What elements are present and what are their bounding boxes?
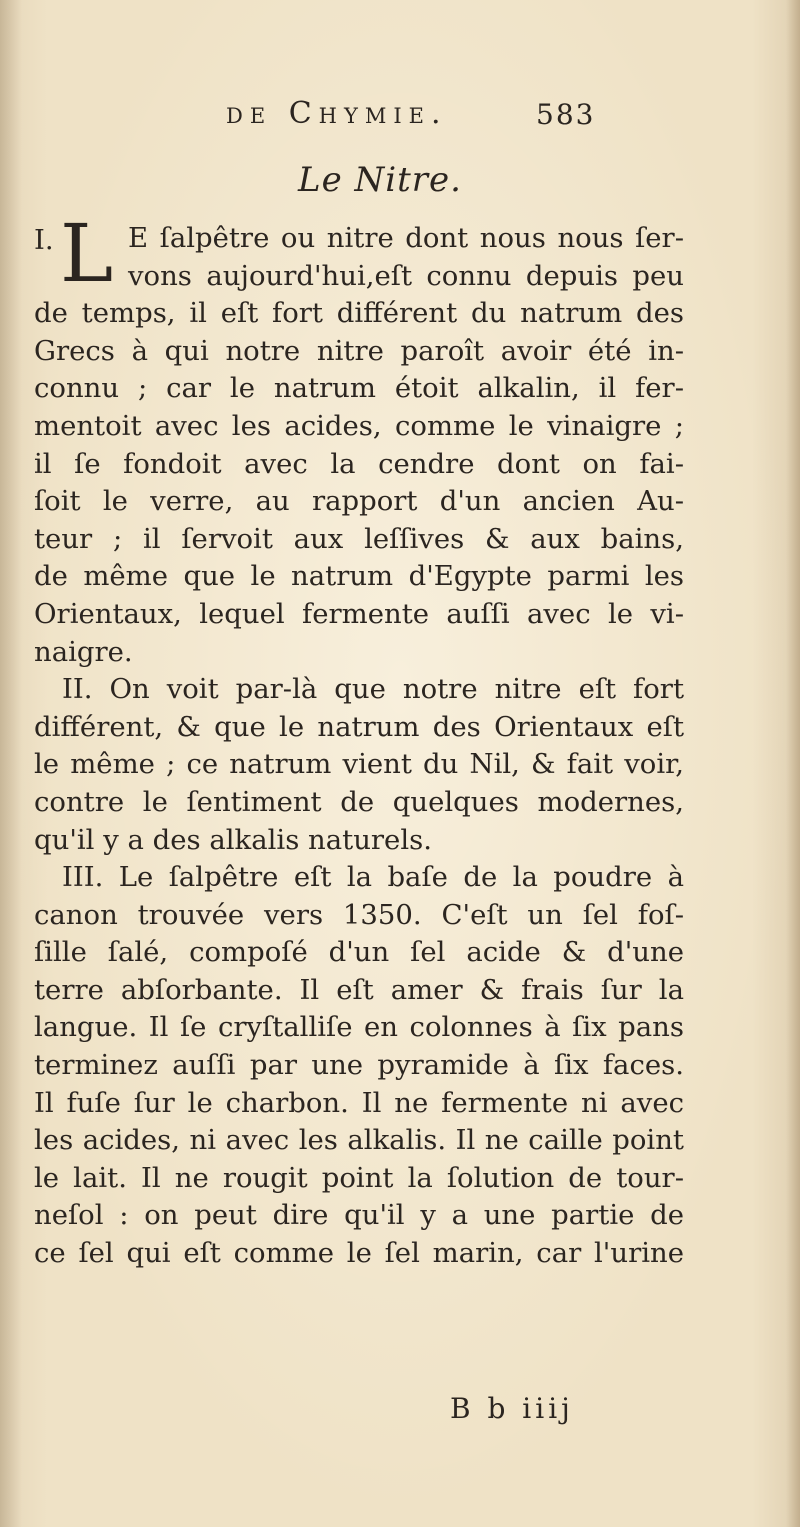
text-line: le lait. Il ne rougit point la ſolution de tour- <box>34 1161 684 1194</box>
text-line: Grecs à qui notre nitre paroît avoir été in- <box>34 334 684 367</box>
text-line: différent, & que le natrum des Orientaux eſt <box>34 710 684 743</box>
text-line: E ſalpêtre ou nitre dont nous nous ſer- <box>128 222 684 254</box>
text-line: terminez auſſi par une pyramide à ſix faces. <box>34 1049 684 1082</box>
paragraph-3 <box>34 859 684 1273</box>
text-line: ſoit le verre, au rapport d'un ancien Au- <box>34 485 684 518</box>
text-line: teur ; il ſervoit aux leſſives & aux bains, <box>34 522 684 555</box>
text-line: mentoit avec les acides, comme le vinaigre ; <box>34 409 684 442</box>
signature-mark: B b iiij <box>450 1392 574 1425</box>
running-head <box>0 96 800 136</box>
page-number: 583 <box>536 98 596 131</box>
paragraph-2 <box>34 671 684 859</box>
body-text <box>34 207 684 1273</box>
text-line: de même que le natrum d'Egypte parmi les <box>34 560 684 593</box>
drop-cap: L <box>60 207 114 300</box>
page-edge <box>786 0 800 1527</box>
drop-cap-block <box>34 207 130 300</box>
paragraph-1 <box>34 207 684 671</box>
text-line: canon trouvée vers 1350. C'eſt un ſel foſ- <box>34 898 684 931</box>
text-line: III. Le ſalpêtre eſt la baſe de la poudre à <box>62 861 684 894</box>
text-line: contre le ſentiment de quelques modernes, <box>34 785 684 818</box>
text-line: vons aujourd'hui,eſt connu depuis peu <box>128 259 684 292</box>
text-line: les acides, ni avec les alkalis. Il ne caille point <box>34 1124 684 1157</box>
paragraph-number: I. <box>34 224 54 256</box>
running-head-title: de Chymie. <box>226 96 448 131</box>
text-line: Il fuſe ſur le charbon. Il ne fermente ni avec <box>34 1086 684 1119</box>
text-line: langue. Il ſe cryſtalliſe en colonnes à ſix pans <box>34 1011 684 1044</box>
section-title-text: Le Nitre. <box>298 160 462 200</box>
text-line: il ſe fondoit avec la cendre dont on fai- <box>34 447 684 480</box>
text-line: terre abſorbante. Il eſt amer & frais ſur la <box>34 973 684 1006</box>
text-line: qu'il y a des alkalis naturels. <box>34 823 432 856</box>
text-line: Orientaux, lequel fermente auſſi avec le vi- <box>34 597 684 630</box>
text-line: neſol : on peut dire qu'il y a une partie de <box>34 1199 684 1232</box>
text-line: naigre. <box>34 635 133 668</box>
spine-shadow <box>0 0 22 1527</box>
section-title <box>0 160 800 200</box>
text-line: le même ; ce natrum vient du Nil, & fait voir, <box>34 748 684 781</box>
text-line: ce ſel qui eſt comme le ſel marin, car l'urine <box>34 1237 684 1270</box>
text-line: connu ; car le natrum étoit alkalin, il fer- <box>34 372 684 405</box>
text-line: II. On voit par-là que notre nitre eſt fort <box>62 673 684 706</box>
text-line: ſille ſalé, compoſé d'un ſel acide & d'une <box>34 936 684 969</box>
text-line: de temps, il eſt fort différent du natrum des <box>34 297 684 330</box>
